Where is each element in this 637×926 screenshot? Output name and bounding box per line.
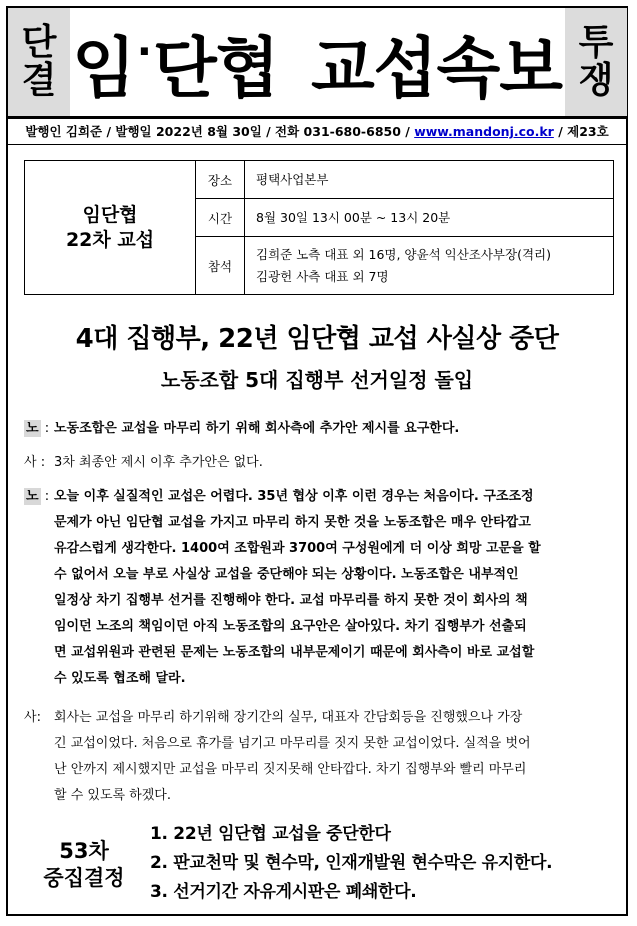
dialogue-line: 3차 최종안 제시 이후 추가안은 없다.: [54, 455, 263, 470]
dialogue-line: 회사는 교섭을 마무리 하기위해 장기간의 실무, 대표자 간담회등을 진행했으나 가장: [54, 710, 523, 725]
dialogue-line: 임이던 노조의 책임이던 아직 노동조합의 요구안은 살아있다. 차기 집행부가 선출되: [54, 619, 527, 634]
side-right-char-2: 쟁: [578, 60, 614, 101]
decision-item: 2. 판교천막 및 현수막, 인재개발원 현수막은 유지한다.: [150, 853, 553, 873]
meeting-info-table: [195, 161, 614, 294]
publication-text: 발행인 김희준 / 발행일 2022년 8월 30일 / 전화 031-680-6850 /: [25, 124, 415, 139]
decision-label-line2: 중집결정: [43, 866, 125, 891]
speaker-label: 노 :: [26, 489, 50, 504]
meeting-title: [25, 161, 195, 294]
publication-info: [8, 121, 626, 143]
info-value-line: 평택사업본부: [256, 171, 329, 187]
info-row-location: [196, 161, 614, 199]
decision-item: 3. 선거기간 자유게시판은 폐쇄한다.: [150, 882, 417, 902]
info-value: [256, 237, 610, 294]
headline: 4대 집행부, 22년 임단협 교섭 사실상 중단: [75, 324, 559, 354]
dialogue-line: 수 없어서 오늘 부로 사실상 교섭을 중단해야 되는 상황이다. 노동조합은 내부적인: [54, 567, 519, 582]
masthead-title-part2: 단협: [152, 29, 279, 107]
decision-label-line1: 53차: [59, 839, 109, 863]
info-key: 참석: [196, 237, 245, 294]
masthead-title: [72, 10, 562, 114]
speaker-label: 사:: [24, 710, 41, 725]
publication-rule-top: [8, 116, 626, 119]
dialogue-line: 일정상 차기 집행부 선거를 진행해야 한다. 교섭 마무리를 하지 못한 것이 회사의 책: [54, 593, 528, 608]
decision-item: 1. 22년 임단협 교섭을 중단한다: [150, 824, 391, 844]
speaker-highlight: 노: [26, 421, 39, 436]
info-key: 장소: [196, 161, 245, 198]
dialogue-text: [54, 416, 620, 442]
masthead-side-left: [8, 8, 70, 116]
publication-rule-bottom: [8, 144, 626, 145]
dialogue-line: 면 교섭위원과 관련된 문제는 노동조합의 내부문제이기 때문에 회사측이 바로 교섭할: [54, 645, 535, 660]
info-key: 시간: [196, 199, 245, 236]
side-left-char-1: 단: [21, 22, 57, 64]
dialogue-line: 할 수 있도록 하겠다.: [54, 788, 171, 803]
subheadline: 노동조합 5대 집행부 선거일정 돌입: [160, 368, 474, 392]
dialogue-line: 긴 교섭이었다. 처음으로 휴가를 넘기고 마무리를 짓지 못한 교섭이었다. 실적을 벗어: [54, 736, 531, 751]
side-right-char-1: 투: [578, 22, 614, 64]
meeting-title-line1: 임단협: [82, 203, 138, 226]
masthead-title-dot: ·: [136, 29, 151, 75]
decision-list: [150, 820, 630, 907]
dialogue-line: 오늘 이후 실질적인 교섭은 어렵다. 35년 협상 이후 이런 경우는 처음이다. 구조조정: [54, 489, 534, 504]
decision-section: [24, 820, 624, 906]
speaker-label: 노 :: [26, 421, 50, 436]
dialogue-line: 유감스럽게 생각한다. 1400여 조합원과 3700여 구성원에게 더 이상 희망 고문을 할: [54, 541, 541, 556]
info-value: [256, 161, 610, 198]
speaker-highlight: 노: [26, 489, 39, 504]
meeting-title-line2: 22차 교섭: [65, 228, 155, 251]
info-value-line: 8월 30일 13시 00분 ~ 13시 20분: [256, 209, 451, 225]
website-link[interactable]: www.mandonj.co.kr: [414, 124, 554, 139]
dialogue-text: [54, 484, 620, 692]
dialogue-line: 난 안까지 제시했지만 교섭을 마무리 짓지못해 안타깝다. 차기 집행부와 빨리 마무리: [54, 762, 527, 777]
info-value-line: 김광헌 사측 대표 외 7명: [256, 268, 389, 284]
side-left-char-2: 결: [21, 60, 57, 101]
info-row-time: [196, 199, 614, 237]
dialogue-line: 문제가 아닌 임단협 교섭을 가지고 마무리 하지 못한 것을 노동조합은 매우 안타깝고: [54, 515, 531, 530]
masthead-side-right: [565, 8, 627, 116]
dialogue-text: [54, 450, 620, 476]
dialogue-text: [54, 705, 620, 809]
meeting-info-box: [24, 160, 614, 295]
info-value: [256, 199, 610, 236]
masthead-title-part3: 교섭속보: [310, 29, 562, 107]
decision-label: [24, 838, 144, 893]
info-row-attendees: [196, 237, 614, 294]
speaker-plain: 사: [24, 710, 37, 725]
dialogue-line: 수 있도록 협조해 달라.: [54, 671, 186, 686]
speaker-plain: 사: [24, 455, 37, 470]
masthead-title-part1: 임: [72, 29, 135, 107]
issue-number: / 제23호: [553, 124, 609, 139]
speaker-label: 사 :: [24, 455, 46, 470]
dialogue-line: 노동조합은 교섭을 마무리 하기 위해 회사측에 추가안 제시를 요구한다.: [54, 421, 460, 436]
info-value-line: 김희준 노측 대표 외 16명, 양윤석 익산조사부장(격리): [256, 246, 551, 262]
